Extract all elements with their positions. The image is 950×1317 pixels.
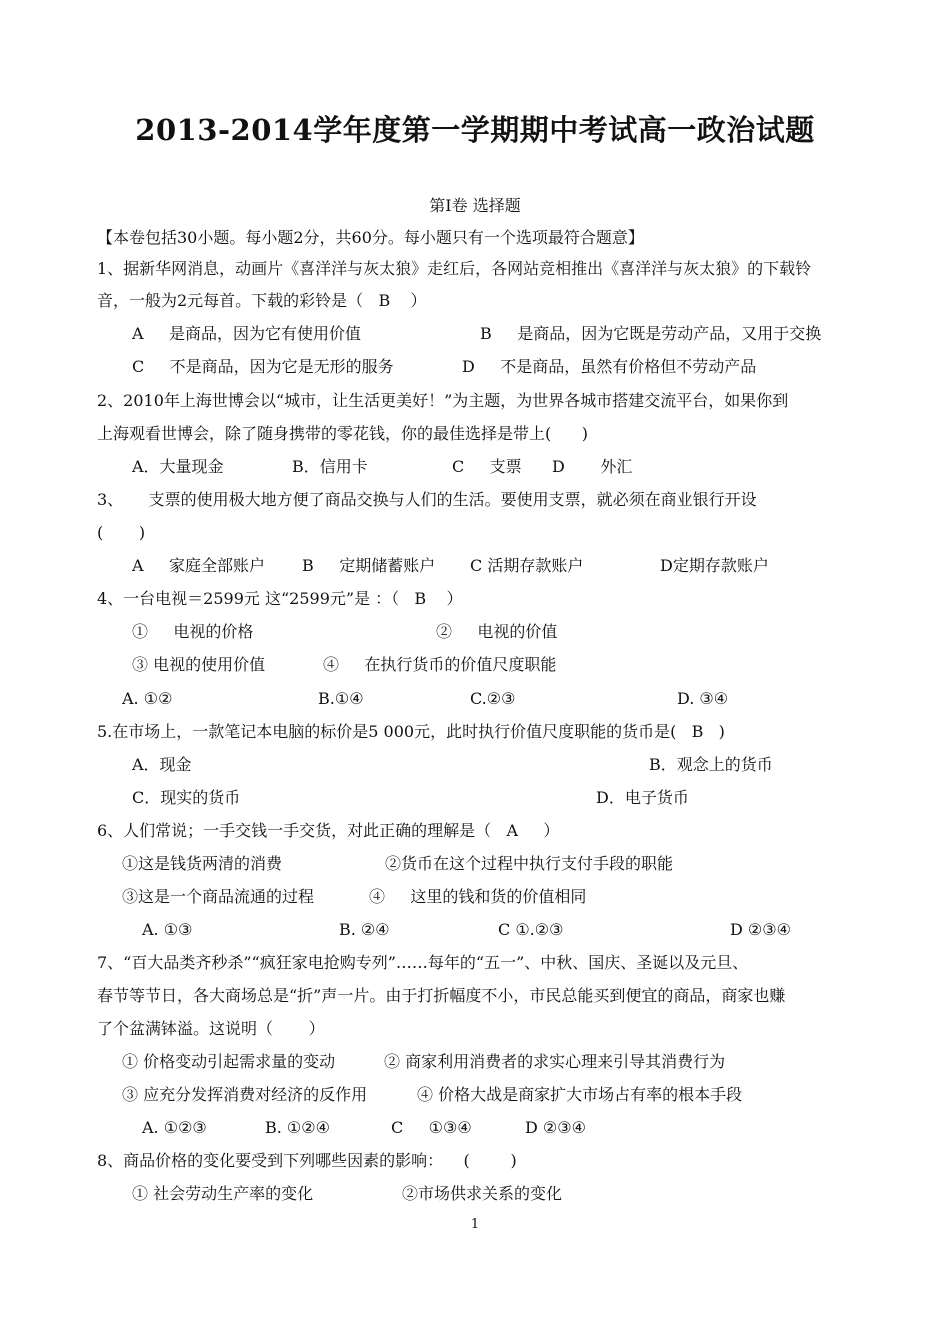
q4-option-a: A. ①② xyxy=(122,689,173,708)
q3-option-b: B 定期储蓄账户 xyxy=(302,556,436,575)
section-title: 第Ⅰ卷 选择题 xyxy=(429,196,521,215)
q8-item-1: ① 社会劳动生产率的变化 xyxy=(132,1184,314,1203)
q2-option-b: B．信用卡 xyxy=(292,457,368,476)
q1-option-c: C 不是商品，因为它是无形的服务 xyxy=(132,357,394,376)
q3-option-c: C 活期存款账户 xyxy=(470,556,584,575)
q7-option-c: C ①③④ xyxy=(391,1118,472,1137)
q5-option-c: C．现实的货币 xyxy=(132,788,241,807)
q6-option-d: D ②③④ xyxy=(730,920,791,939)
q2-option-c: C 支票 xyxy=(452,457,522,476)
q3-stem-line-1: 3、 支票的使用极大地方便了商品交换与人们的生活。要使用支票，就必须在商业银行开设 xyxy=(97,490,757,509)
q3-option-a: A 家庭全部账户 xyxy=(132,556,265,575)
q4-option-b: B.①④ xyxy=(318,689,364,708)
q1-stem-line-2: 音，一般为2元每首。下载的彩铃是（ B ） xyxy=(97,291,427,310)
q5-option-d: D．电子货币 xyxy=(596,788,689,807)
page-number: 1 xyxy=(470,1217,480,1232)
q1-option-d: D 不是商品，虽然有价格但不劳动产品 xyxy=(462,357,757,376)
instructions: 【本卷包括30小题。每小题2分，共60分。每小题只有一个选项最符合题意】 xyxy=(97,228,644,247)
q7-item-3: ③ 应充分发挥消费对经济的反作用 xyxy=(122,1085,368,1104)
q5-stem-line-1: 5.在市场上，一款笔记本电脑的标价是5 000元，此时执行价值尺度职能的货币是( B ) xyxy=(97,722,725,741)
q7-item-1: ① 价格变动引起需求量的变动 xyxy=(122,1052,336,1071)
q5-option-a: A．现金 xyxy=(132,755,192,774)
q6-option-b: B. ②④ xyxy=(339,920,390,939)
q1-stem-line-1: 1、据新华网消息，动画片《喜洋洋与灰太狼》走红后，各网站竞相推出《喜洋洋与灰太狼》的下载铃 xyxy=(97,259,812,278)
q8-stem-line-1: 8、商品价格的变化要受到下列哪些因素的影响： ( ) xyxy=(97,1151,517,1170)
q7-stem-line-3: 了个盆满钵溢。这说明（ ） xyxy=(97,1019,325,1038)
q8-item-2: ②市场供求关系的变化 xyxy=(402,1184,563,1203)
q4-stem-line-1: 4、一台电视＝2599元 这“2599元”是 ：（ B ） xyxy=(97,589,463,608)
q3-stem-line-2: ( ) xyxy=(97,523,146,542)
q7-option-a: A. ①②③ xyxy=(142,1118,207,1137)
page-title: 2013-2014学年度第一学期期中考试高一政治试题 xyxy=(135,113,815,147)
q6-item-4: ④ 这里的钱和货的价值相同 xyxy=(369,887,587,906)
q6-item-2: ②货币在这个过程中执行支付手段的职能 xyxy=(385,854,674,873)
q2-option-d: D 外汇 xyxy=(552,457,633,476)
q6-item-1: ①这是钱货两清的消费 xyxy=(122,854,283,873)
q4-item-4: ④ 在执行货币的价值尺度职能 xyxy=(323,655,557,674)
q1-option-b: B 是商品，因为它既是劳动产品，又用于交换 xyxy=(480,324,822,343)
q7-option-b: B. ①②④ xyxy=(265,1118,330,1137)
q6-item-3: ③这是一个商品流通的过程 xyxy=(122,887,315,906)
q4-option-c: C.②③ xyxy=(470,689,516,708)
q5-option-b: B．观念上的货币 xyxy=(649,755,773,774)
q6-option-c: C ①.②③ xyxy=(498,920,564,939)
q2-stem-line-2: 上海观看世博会，除了随身携带的零花钱，你的最佳选择是带上( ) xyxy=(97,424,589,443)
q1-option-a: A 是商品，因为它有使用价值 xyxy=(132,324,361,343)
q2-stem-line-1: 2、2010年上海世博会以“城市，让生活更美好！”为主题，为世界各城市搭建交流平台，如果你到 xyxy=(97,391,789,410)
q4-item-3: ③ 电视的使用价值 xyxy=(132,655,266,674)
q4-item-1: ① 电视的价格 xyxy=(132,622,254,641)
q7-item-4: ④ 价格大战是商家扩大市场占有率的根本手段 xyxy=(417,1085,743,1104)
q6-stem-line-1: 6、人们常说；一手交钱一手交货，对此正确的理解是（ A ） xyxy=(97,821,560,840)
q7-item-2: ② 商家利用消费者的求实心理来引导其消费行为 xyxy=(384,1052,726,1071)
q4-item-2: ② 电视的价值 xyxy=(436,622,558,641)
q2-option-a: A．大量现金 xyxy=(132,457,224,476)
q7-stem-line-1: 7、“百大品类齐秒杀”“疯狂家电抢购专列”……每年的“五一”、中秋、国庆、圣诞以及元旦、 xyxy=(97,953,749,972)
q7-stem-line-2: 春节等节日，各大商场总是“折”声一片。由于打折幅度不小，市民总能买到便宜的商品，商家也赚 xyxy=(97,986,786,1005)
q7-option-d: D ②③④ xyxy=(525,1118,586,1137)
q4-option-d: D. ③④ xyxy=(677,689,729,708)
q6-option-a: A. ①③ xyxy=(142,920,193,939)
q3-option-d: D定期存款账户 xyxy=(660,556,769,575)
